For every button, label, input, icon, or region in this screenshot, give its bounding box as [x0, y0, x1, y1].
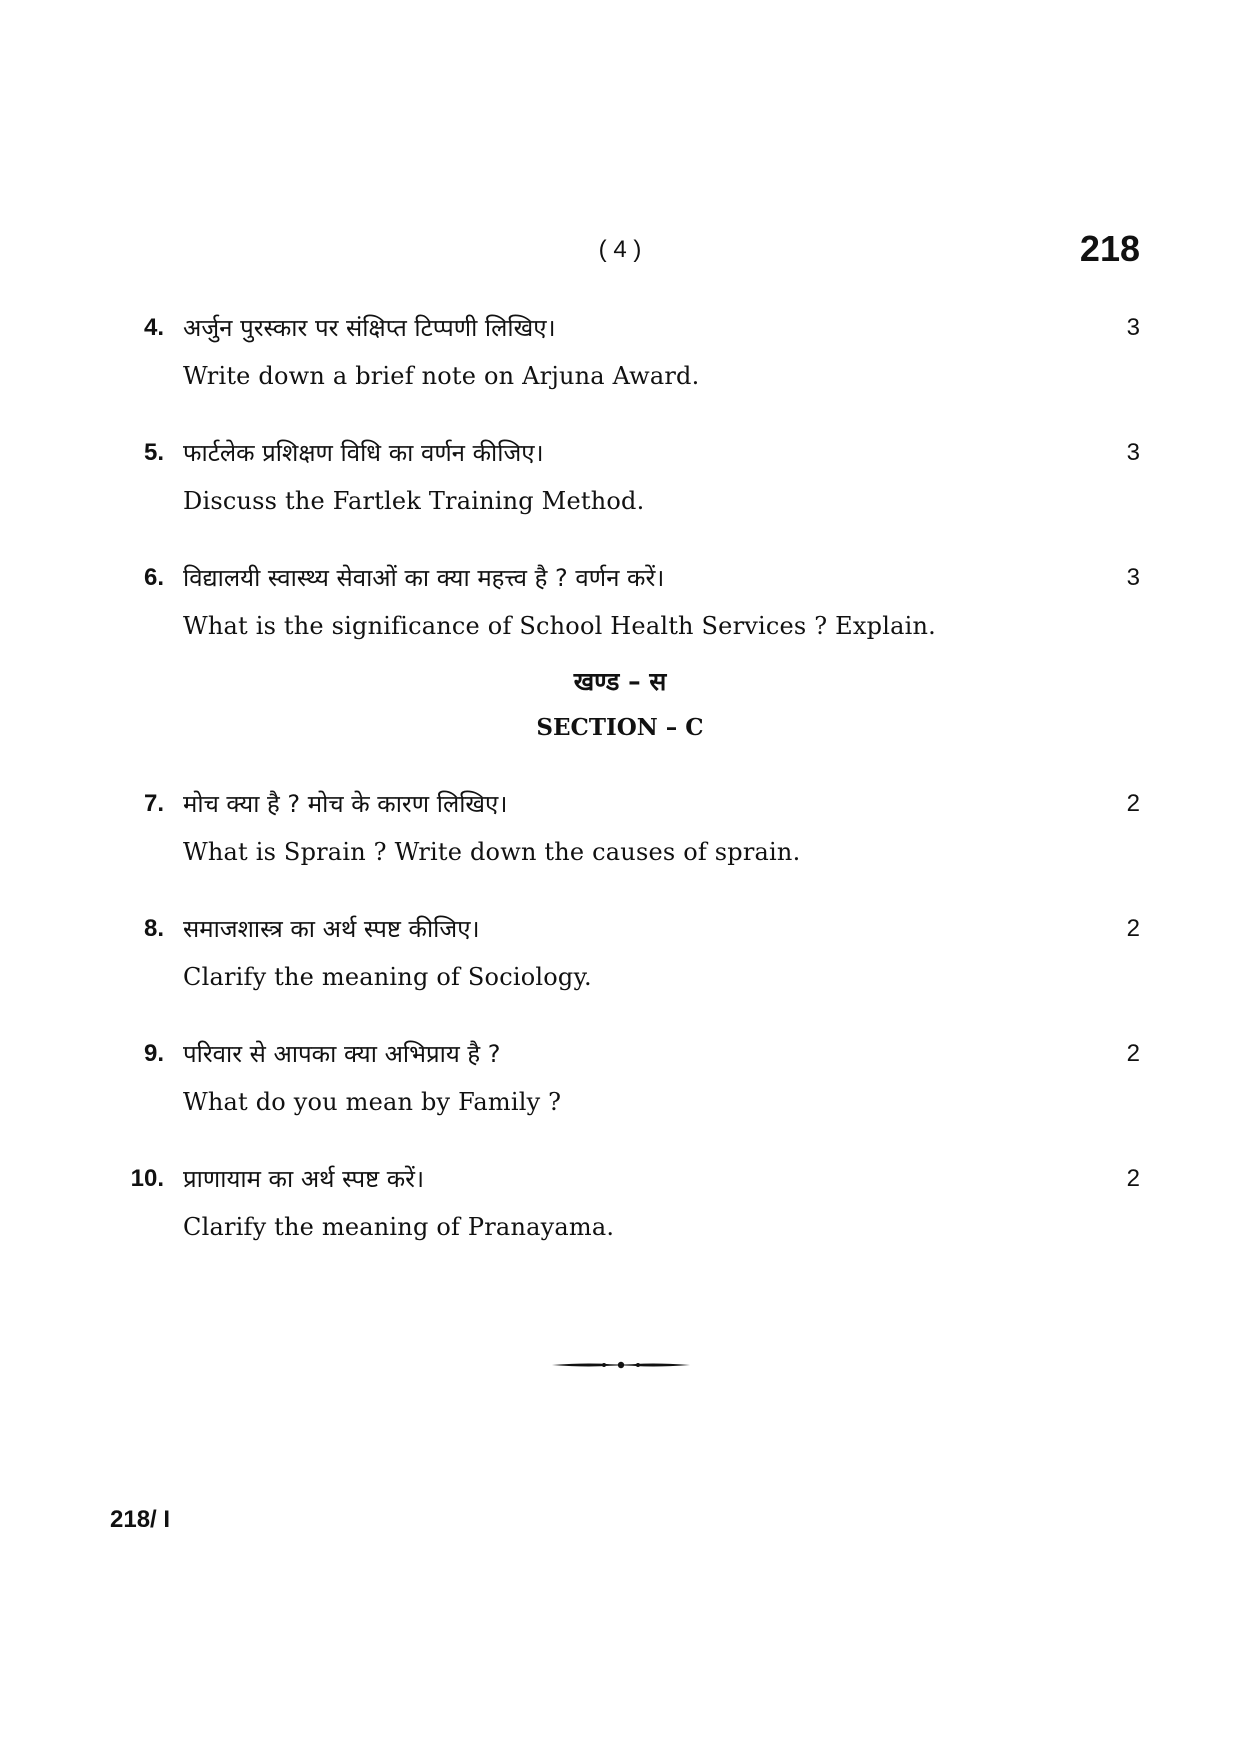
question-5 — [0, 437, 1240, 537]
question-marks: 2 — [1126, 915, 1140, 942]
question-text-english: What is the significance of School Health Services ? Explain. — [183, 612, 936, 640]
question-text-english: Write down a brief note on Arjuna Award. — [183, 362, 700, 390]
section-heading-hindi: खण्ड – स — [573, 667, 667, 696]
question-8 — [0, 913, 1240, 1013]
question-text-english: Clarify the meaning of Pranayama. — [183, 1213, 615, 1241]
question-text-hindi: प्राणायाम का अर्थ स्पष्ट करें। — [183, 1165, 425, 1193]
question-text-english: What is Sprain ? Write down the causes of sprain. — [183, 838, 801, 866]
question-6 — [0, 562, 1240, 662]
question-10 — [0, 1163, 1240, 1263]
question-4 — [0, 312, 1240, 412]
question-text-hindi: मोच क्या है ? मोच के कारण लिखिए। — [183, 790, 508, 818]
question-marks: 2 — [1126, 1040, 1140, 1067]
question-text-hindi: परिवार से आपका क्या अभिप्राय है ? — [183, 1040, 501, 1068]
question-text-hindi: फार्टलेक प्रशिक्षण विधि का वर्णन कीजिए। — [183, 439, 544, 467]
question-text-hindi: विद्यालयी स्वास्थ्य सेवाओं का क्या महत्त्व है ? वर्णन करें। — [183, 564, 665, 592]
question-marks: 3 — [1126, 314, 1140, 341]
question-marks: 3 — [1126, 439, 1140, 466]
question-text-hindi: अर्जुन पुरस्कार पर संक्षिप्त टिप्पणी लिखिए। — [183, 314, 556, 342]
question-number: 5. — [143, 439, 164, 466]
question-marks: 3 — [1126, 564, 1140, 591]
paper-code: 218 — [1079, 228, 1140, 269]
footer-paper-code: 218/ I — [110, 1506, 171, 1533]
question-7 — [0, 788, 1240, 888]
question-text-english: Discuss the Fartlek Training Method. — [183, 487, 645, 515]
question-text-english: What do you mean by Family ? — [183, 1088, 562, 1116]
section-heading-english: SECTION – C — [536, 714, 704, 741]
question-9 — [0, 1038, 1240, 1138]
question-number: 10. — [130, 1165, 164, 1192]
question-text-english: Clarify the meaning of Sociology. — [183, 963, 592, 991]
question-text-hindi: समाजशास्त्र का अर्थ स्पष्ट कीजिए। — [183, 915, 480, 943]
question-number: 7. — [143, 790, 164, 817]
question-number: 4. — [143, 314, 164, 341]
question-marks: 2 — [1126, 1165, 1140, 1192]
question-number: 6. — [143, 564, 164, 591]
page-number: ( 4 ) — [598, 236, 642, 263]
question-number: 8. — [143, 915, 164, 942]
end-of-paper-ornament — [550, 1355, 692, 1375]
question-number: 9. — [143, 1040, 164, 1067]
question-marks: 2 — [1126, 790, 1140, 817]
